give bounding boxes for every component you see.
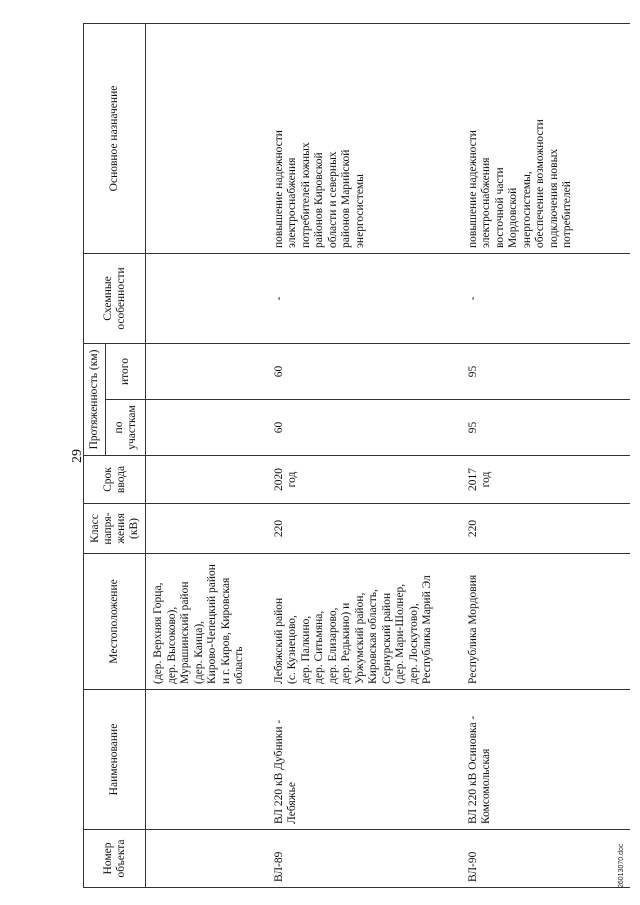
cell-length-sections: 60 bbox=[264, 400, 458, 456]
cell-name: ВЛ 220 кВ Осиновка - Комсомольская bbox=[458, 690, 630, 830]
cell-length-sections bbox=[146, 400, 264, 456]
cell-length-total: 60 bbox=[264, 344, 458, 400]
header-voltage: Класс напря- жения (кВ) bbox=[84, 504, 146, 554]
cell-features bbox=[146, 254, 264, 344]
cell-purpose bbox=[146, 24, 264, 254]
cell-voltage: 220 bbox=[458, 504, 630, 554]
cell-length-total: 95 bbox=[458, 344, 630, 400]
cell-voltage bbox=[146, 504, 264, 554]
cell-number: ВЛ-89 bbox=[264, 830, 458, 888]
cell-name bbox=[146, 690, 264, 830]
document-file-code: 26013070.doc bbox=[618, 843, 625, 888]
document-page bbox=[63, 24, 638, 888]
header-number: Номер объекта bbox=[84, 830, 146, 888]
cell-term: 2017 год bbox=[458, 456, 630, 504]
header-purpose: Основное назначение bbox=[84, 24, 146, 254]
cell-location: Лебяжский район (с. Кузнецово, дер. Палкино, дер. Ситьмяна, дер. Елизарово, дер. Редькино) и Уржумский район, Кировская область, Сернурский район (дер. Мари-Шолнер, дер. Лоскутово), Республика Марий Эл bbox=[264, 554, 458, 690]
header-location: Местоположение bbox=[84, 554, 146, 690]
cell-features: - bbox=[458, 254, 630, 344]
transmission-lines-table bbox=[83, 23, 630, 888]
header-length-sections: по участкам bbox=[106, 400, 146, 456]
cell-voltage: 220 bbox=[264, 504, 458, 554]
cell-location: (дер. Верхняя Горца, дер. Высоково), Мурашинский район (дер. Каица), Кирово-Чепецкий район и г. Киров, Кировская область bbox=[146, 554, 264, 690]
cell-number bbox=[146, 830, 264, 888]
page-number: 29 bbox=[70, 449, 85, 463]
cell-purpose: повышение надежности электроснабжения потребителей южных районов Кировской области и северных районов Марийской энергосистемы bbox=[264, 24, 458, 254]
header-name: Наименование bbox=[84, 690, 146, 830]
cell-features: - bbox=[264, 254, 458, 344]
cell-name: ВЛ 220 кВ Дубники - Лебяжье bbox=[264, 690, 458, 830]
header-term: Срок ввода bbox=[84, 456, 146, 504]
table-row bbox=[458, 24, 630, 888]
cell-length-total bbox=[146, 344, 264, 400]
cell-term: 2020 год bbox=[264, 456, 458, 504]
cell-purpose: повышение надежности электроснабжения восточной части Мордовской энергосистемы, обеспечение возможности подключения новых потребителей bbox=[458, 24, 630, 254]
cell-length-sections: 95 bbox=[458, 400, 630, 456]
table-row bbox=[146, 24, 264, 888]
header-length-total: итого bbox=[106, 344, 146, 400]
cell-term bbox=[146, 456, 264, 504]
header-length-group: Протяженность (км) bbox=[84, 344, 106, 456]
header-features: Схемные особенности bbox=[84, 254, 146, 344]
cell-number: ВЛ-90 bbox=[458, 830, 630, 888]
table-row bbox=[264, 24, 458, 888]
cell-location: Республика Мордовия bbox=[458, 554, 630, 690]
